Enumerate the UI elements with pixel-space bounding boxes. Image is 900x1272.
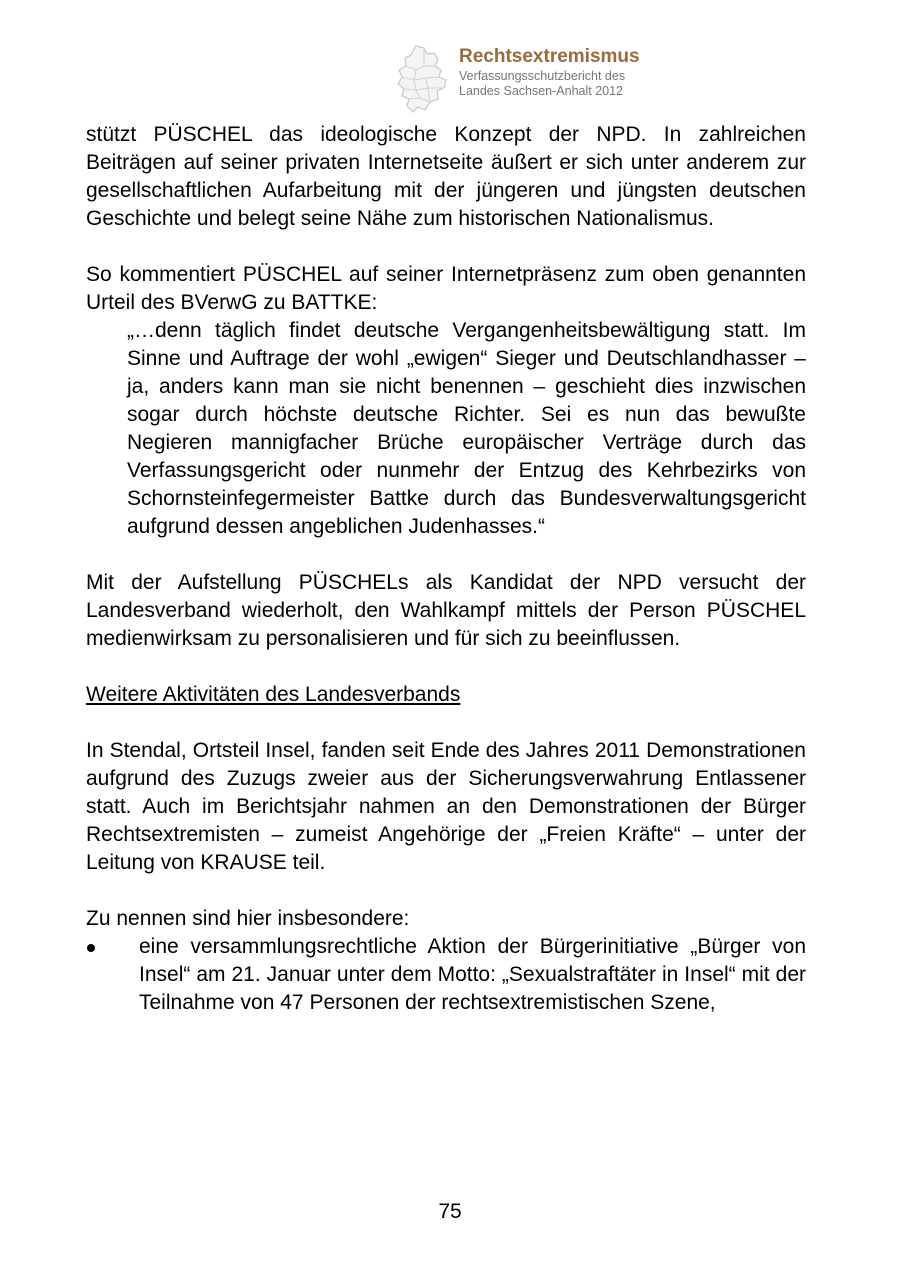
header-subtitle-line2: Landes Sachsen-Anhalt 2012 bbox=[459, 84, 624, 98]
paragraph-1: stützt PÜSCHEL das ideologische Konzept der NPD. In zahlreichen Beiträgen auf seiner privaten Internetseite äußert er sich unter anderem zur gesellschaftlichen Aufarbeitung mit der jüngeren und jüngsten deutschen Geschichte und belegt seine Nähe zum historischen Nationalismus. bbox=[86, 123, 806, 230]
list-item bbox=[86, 933, 806, 1017]
header-title: Rechtsextremismus bbox=[459, 46, 640, 67]
block-quote: „…denn täglich findet deutsche Vergangenheitsbewältigung statt. Im Sinne und Auftrage der wohl „ewigen“ Sieger und Deutschlandhasser – ja, anders kann man sie nicht benennen – geschieht dies inzwischen sogar durch höchste deutsche Richter. Sei es nun das bewußte Negieren mannigfacher Brüche europäischer Verträge durch das Verfassungsgericht oder nunmehr der Entzug des Kehrbezirks von Schornsteinfegermeister Battke durch das Bundesverwaltungsgericht aufgrund dessen angeblichen Judenhasses.“ bbox=[127, 319, 806, 538]
paragraph-4: In Stendal, Ortsteil Insel, fanden seit Ende des Jahres 2011 Demonstrationen aufgrund des Zuzugs zweier aus der Sicherungsverwahrung Entlassener statt. Auch im Berichtsjahr nahmen an den Demonstrationen der Bürger Rechtsextremisten – zumeist Angehörige der „Freien Kräfte“ – unter der Leitung von KRAUSE teil. bbox=[86, 739, 806, 874]
header-subtitle-line1: Verfassungsschutzbericht des bbox=[459, 69, 626, 83]
page-content bbox=[86, 121, 806, 1017]
page-number: 75 bbox=[438, 1200, 462, 1223]
list-item-text: eine versammlungsrechtliche Aktion der Bürgerinitiative „Bürger von Insel“ am 21. Januar unter dem Motto: „Sexualstraftäter in Insel“ mit der Teilnahme von 47 Personen der rechtsextremistischen Szene, bbox=[139, 935, 806, 1014]
paragraph-3: Mit der Aufstellung PÜSCHELs als Kandidat der NPD versucht der Landesverband wiederholt, den Wahlkampf mittels der Person PÜSCHEL medienwirksam zu personalisieren und für sich zu beeinflussen. bbox=[86, 571, 806, 650]
paragraph-5: Zu nennen sind hier insbesondere: bbox=[86, 907, 410, 930]
bullet-icon bbox=[87, 944, 95, 952]
paragraph-2: So kommentiert PÜSCHEL auf seiner Internetpräsenz zum oben genannten Urteil des BVerwG zu BATTKE: bbox=[86, 263, 806, 314]
page-header bbox=[394, 40, 694, 116]
header-subtitle bbox=[459, 69, 625, 99]
saxony-anhalt-map-logo bbox=[394, 44, 456, 116]
section-heading: Weitere Aktivitäten des Landesverbands bbox=[86, 683, 461, 706]
